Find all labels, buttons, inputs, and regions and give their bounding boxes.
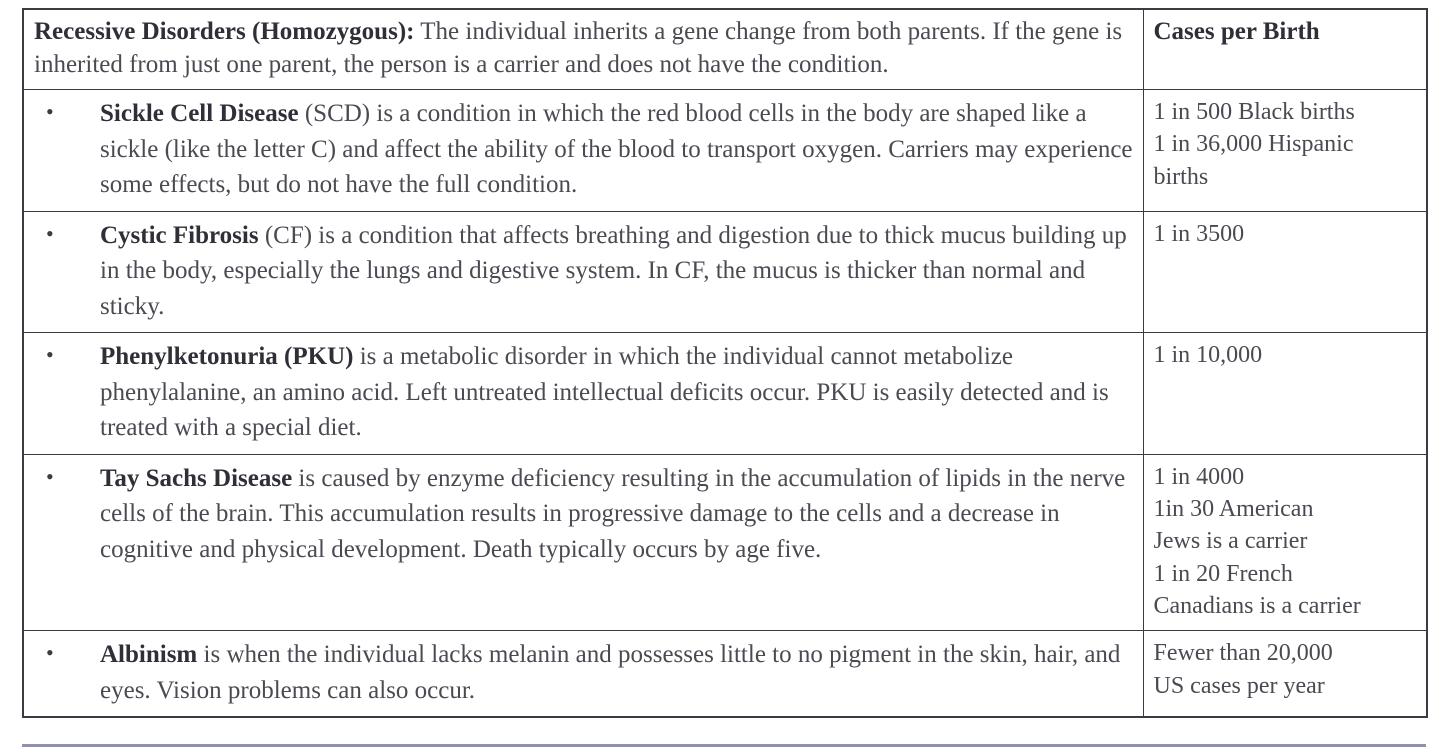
bullet-icon: • [46,640,54,666]
disorder-name: Tay Sachs Disease [100,464,293,492]
header-description-cell [23,9,1143,90]
row-rate-cell [1143,211,1427,333]
row-description-cell [23,454,1143,631]
rate-line: 1in 30 American [1153,495,1314,522]
rate-line: 1 in 3500 [1153,220,1245,247]
rate-line: 1 in 500 Black births [1153,99,1355,125]
rate-line: 1 in 4000 [1153,463,1245,490]
table-row [23,211,1427,333]
page-bottom-divider [22,744,1426,747]
disorder-name: Phenylketonuria (PKU) [100,343,354,370]
row-text [100,461,1133,568]
row-rate-cell [1143,454,1427,631]
disorder-name: Albinism [100,641,198,669]
table-row [23,90,1427,212]
disorder-description: is caused by enzyme deficiency resulting in the accumulation of lipids in the nerve cells of the brain. This accumulation results in progressive damage to the cells and a decrease in cognitive and physical development. Death typically occurs by age five. [100,464,1126,563]
rate-line: Jews is a carrier [1153,528,1308,555]
row-text [100,218,1133,325]
recessive-disorders-table [22,8,1428,718]
row-description-cell [23,90,1143,212]
row-rate-cell [1143,631,1427,718]
disorder-name: Cystic Fibrosis [100,221,259,249]
rate-line: Canadians is a carrier [1153,593,1361,620]
bullet-icon: • [46,220,54,246]
disorder-name: Sickle Cell Disease [100,100,299,127]
disorder-description: (SCD) is a condition in which the red blood cells in the body are shaped like a sickle (like the letter C) and affect the ability of the blood to transport oxygen. Carriers may experience some effects, but do not have the full condition. [100,100,1133,198]
bullet-icon: • [46,463,54,489]
table-header-row [23,9,1427,90]
row-description-cell [23,333,1143,455]
row-rate-cell [1143,333,1427,455]
disorder-description: (CF) is a condition that affects breathing and digestion due to thick mucus building up in the body, especially the lungs and digestive system. In CF, the mucus is thicker than normal and sticky. [100,221,1127,320]
rate-line: Fewer than 20,000 [1153,640,1333,667]
rate-line: 1 in 20 French [1153,560,1293,587]
row-text [100,339,1133,446]
rate-line: births [1153,163,1209,190]
header-rate-cell: Cases per Birth [1143,9,1427,90]
header-title-strong: Recessive Disorders (Homozygous): [34,18,415,45]
bullet-icon: • [46,99,54,124]
row-description-cell [23,631,1143,718]
header-title-rest: The individual inherits a gene change from both parents. If the gene is inherited from just one parent, the person is a carrier and does not have the condition. [34,18,1123,78]
rate-line: US cases per year [1153,672,1325,699]
disorder-description: is a metabolic disorder in which the individual cannot metabolize phenylalanine, an amino acid. Left untreated intellectual deficits occur. PKU is easily detected and is treated with a special diet. [100,343,1109,441]
table-row [23,454,1427,631]
bullet-icon: • [46,342,54,367]
rate-line: 1 in 10,000 [1153,342,1263,368]
disorder-description: is when the individual lacks melanin and possesses little to no pigment in the skin, hair, and eyes. Vision problems can also occur. [100,641,1121,704]
row-text [100,96,1133,203]
table-row [23,631,1427,718]
rate-line: 1 in 36,000 Hispanic [1153,131,1354,158]
table-row [23,333,1427,455]
row-rate-cell [1143,90,1427,212]
row-description-cell [23,211,1143,333]
row-text [100,637,1133,708]
